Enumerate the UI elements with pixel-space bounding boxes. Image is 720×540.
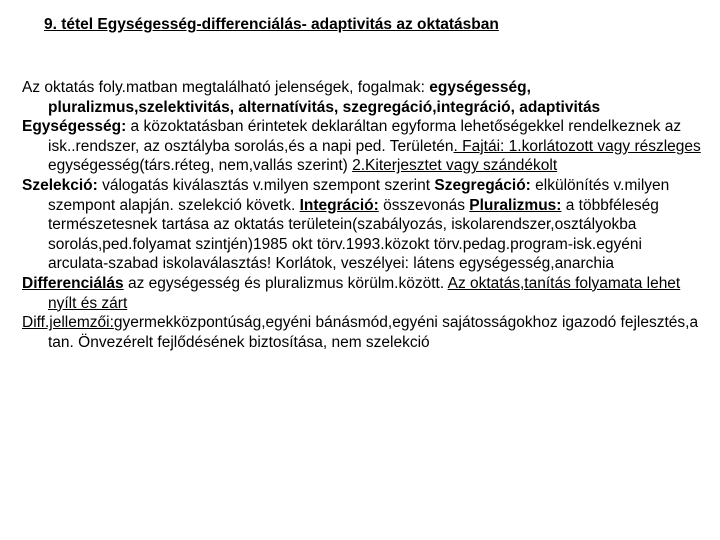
phenomena-list: egységesség, pluralizmus,szelektivitás, alternatívitás, szegregáció,integráció, adaptivitás [48, 79, 601, 116]
teaching-process-note: Az oktatás,tanítás folyamata lehet nyílt és zárt [48, 274, 681, 312]
slide-body [22, 78, 702, 352]
diff-features-list: gyermekközpontúság,egyéni bánásmód,egyéni sajátosságokhoz igazodó fejlesztés,a tan. Önvezérelt fejlődésének biztosítása, nem szelekció [48, 314, 699, 351]
selection-definition: válogatás kiválasztás v.milyen szempont szerint [97, 176, 435, 194]
differentiation-definition: az egységesség és pluralizmus körülm.között. [123, 274, 448, 292]
paragraph-uniformity [22, 117, 702, 176]
paragraph-diff-features [22, 313, 702, 352]
uniformity-definition: a közoktatásban érintetek deklaráltan egyforma lehetőségekkel rendelkeznek az isk..rendszer, az osztályba sorolás,és a napi ped. Területén [48, 118, 682, 155]
uniformity-types-link: . Fajtái: 1.korlátozott vagy részleges [453, 137, 701, 155]
paragraph-phenomena [22, 78, 702, 117]
term-selection: Szelekció: [22, 176, 98, 194]
term-uniformity: Egységesség: [22, 118, 127, 136]
uniformity-types-detail: egységesség(társ.réteg, nem,vallás szerint) [48, 157, 353, 175]
slide-title: 9. tétel Egységesség-differenciálás- adaptivitás az oktatásban [44, 16, 499, 33]
paragraph-selection [22, 176, 702, 274]
phenomena-intro: Az oktatás foly.matban megtalálható jelenségek, fogalmak: [22, 79, 430, 96]
term-pluralism: Pluralizmus: [469, 196, 562, 214]
uniformity-extended: 2.Kiterjesztet vagy szándékolt [352, 157, 558, 175]
term-segregation: Szegregáció: [434, 176, 531, 194]
term-integration: Integráció: [299, 196, 379, 214]
segregation-definition: elkülönítés v.milyen szempont alapján. szelekció követk. [48, 176, 670, 214]
term-diff-features: Diff.jellemzői: [22, 314, 114, 332]
pluralism-definition: a többféleség természetesnek tartása az oktatás területein(szabályozás, iskolarendszer,osztályokba sorolás,ped.folyamat szintjén)1985 okt törv.1993.közokt törv.pedag.program-isk.egyéni arculata-szabad iskolaválasztás! Korlátok, veszélyei: látens egységesség,anarchia [48, 196, 659, 273]
integration-definition: összevonás [378, 196, 470, 214]
term-differentiation: Differenciálás [22, 274, 124, 292]
paragraph-differentiation [22, 274, 702, 313]
